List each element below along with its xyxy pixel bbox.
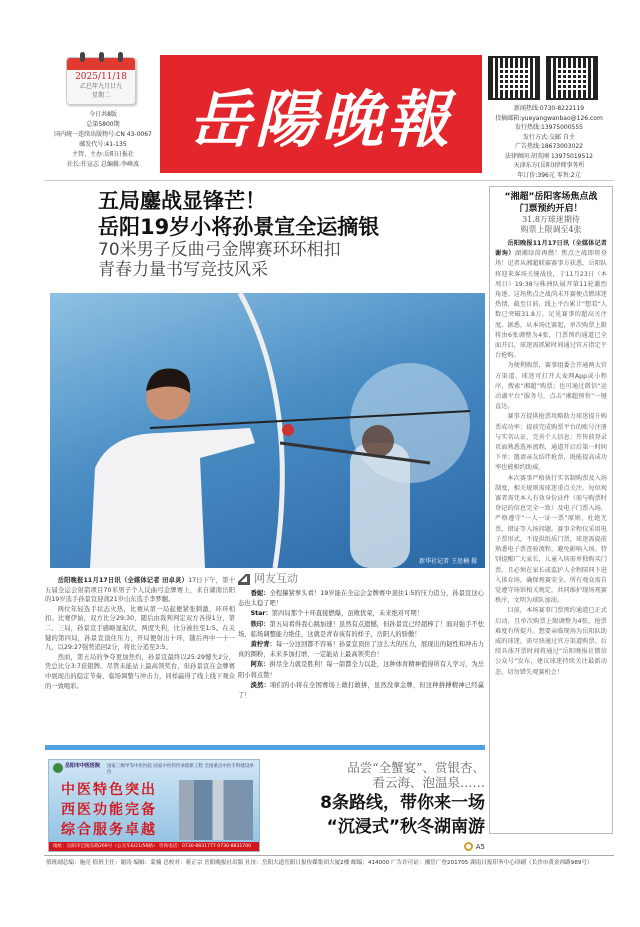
article-paragraph — [495, 239, 607, 361]
comment — [238, 640, 484, 660]
photo-caption: 新华社记者 王思楠 摄 — [419, 558, 477, 565]
info-line: 发行方式:交邮 自主 — [523, 133, 575, 141]
subheadline-line: 青春力量书写竞技风采 — [98, 260, 268, 280]
article-paragraph: 本次赛事严格执行实名制购票及入场制度，相关规则需球迷重点关注。每位观赛者需凭本人有效身份证件（需与购票时登记的信息完全一致）及电子门票入场，严格遵守“一人一证一票”原则，杜绝无票、错证等入场问题。赛事全程仅采用电子票形式，不提供纸质门票，球迷需提前熟悉电子票查验流程，避免影响入场。特别提醒广大家长，儿童入场需单独购买门票，且必须在家长或监护人全程陪同下进入体育场，确保观赛安全。所有观众需自觉遵守场馆相关规定，共同维护现场观赛秩序，文明为球队加油。 — [495, 474, 607, 605]
dateline: 岳阳晚报11月17日讯（全媒体记者 田卓灵） — [57, 577, 189, 584]
comment — [238, 609, 484, 619]
sidebar-subtitle: 购票上限调至4张 — [520, 225, 582, 234]
info-line: 投稿邮箱:yueyangwanbao@126.com — [495, 114, 603, 122]
page-footer: 值班副总编：施亮 值班主任：谢涛 编辑：蒙楠 总校对：蒋正宗 岳阳晚报社出版 社址：岳阳大道岳阳日报传媒集团大厦2楼 邮编：414000 广告许可证：湘岳广登201705 湖南日报印务中心印刷（长沙市黄金西路989号） — [46, 860, 593, 866]
ad-footer: 地址：岳阳市巴陵东路269号（公交车6/21/56路） 咨询电话：0730-8831777 0730-8831700 — [49, 842, 259, 851]
qr-code-icon — [488, 56, 540, 100]
hospital-name: 岳阳市中医医院 — [65, 763, 101, 769]
hospital-advertisement — [48, 759, 260, 852]
section-title-text: 网友互动 — [254, 572, 298, 586]
paragraph-text: 湖湘绿茵再燃！焦点之战即将登场！记者从湘超联赛赛事方获悉，岳阳队将迎来客场关键战役，于11月23日（本周日）19:38与株洲队展开第11轮激烈角逐。这场焦点之战尚未开赛便点燃球迷热情，截至目前，线上平台累计“想看”人数已突破31.8万，足见赛事的超高关注度。据悉，从本场比赛起，单次购票上限将由6张调整为4张，门票预约通道已全面开启，球迷需抓紧时间通过官方指定平台抢购。 — [495, 250, 608, 360]
article-paragraph: 为便利购票，赛事组委会开通两大官方渠道，球迷可打开大麦网App或小程序，搜索“湘超”购票；也可通过微信“运动湖平台”服务号，点击“湘超预售”一键直达。 — [495, 362, 607, 411]
promo-headline: “沉浸式”秋冬湖南游 — [326, 817, 485, 837]
qr-codes — [488, 56, 608, 100]
info-line: 总第5800期 — [86, 121, 120, 128]
dateline: 岳阳晚报11月17日讯（全媒体记者 谢询） — [495, 240, 607, 258]
main-headline — [98, 188, 478, 280]
commenter: 香妮： — [250, 590, 270, 597]
info-line: 广告热线:18673003022 — [514, 143, 583, 150]
calendar-ring-icon — [80, 52, 85, 62]
comment — [238, 660, 484, 680]
commenter: 阿东： — [250, 661, 270, 669]
headline-line: 五局鏖战显锋芒！ — [98, 189, 266, 213]
ad-line: 综合服务卓越 — [61, 822, 157, 838]
divider — [44, 855, 614, 856]
headline-line: 岳阳19岁小将孙景宣全运摘银 — [98, 215, 380, 239]
ad-line: 中医特色突出 — [61, 782, 157, 798]
comment — [238, 589, 484, 609]
calendar-ring-icon — [99, 52, 104, 62]
archery-photo — [50, 293, 485, 568]
info-line: 国内统一连续出版物号:CN 43-0067 — [54, 131, 152, 138]
info-line: 发行热线:13975000555 — [514, 124, 583, 131]
info-line: 社长:任宣志 总编辑:李峰波 — [67, 161, 139, 168]
archer-illustration — [50, 293, 485, 568]
comment-text: 第五局看得我心跳加速！虽然有点遗憾，但孙景宣已经超棒了！面对强手不怯场，临场调整能力绝佳，这就是青春该有的样子，岳阳人的骄傲！ — [238, 620, 485, 638]
building-image — [179, 780, 253, 840]
ad-slogan: 国家三级甲等中医医院 国家中医药传承创新工程 全国重点中医专科建设单位 — [107, 764, 254, 775]
info-line: 法律顾问:胡英刚 13975019512 — [505, 152, 593, 160]
calendar-ring-icon — [118, 52, 123, 62]
lead-article — [45, 576, 235, 691]
masthead-logo: 岳陽晚報 — [188, 82, 453, 156]
ad-lines — [61, 780, 157, 840]
publication-info — [44, 110, 162, 170]
lunar-date: 乙巳年九月廿九 — [79, 83, 122, 90]
arrow-icon — [238, 574, 250, 585]
article-paragraph: 目前，本场赛事门票预约通道已正式启动，且单次购票上限调整为4张，抢票难度有所提升。想要亲临现场为岳阳队助威的球迷，需尽快通过官方渠道购票。后续具体开票时间将通过“岳阳晚报社微信公众号”发布，建议球迷持续关注最新动态，切勿错失观赛机会！ — [495, 607, 607, 676]
promo-headline: 8条路线，带你来一场 — [320, 793, 485, 813]
comment-text: 咱们的小将在全国赛场上敢打敢拼，虽然没拿金牌，但这种拼搏精神已经赢了！ — [238, 681, 485, 700]
article-paragraph: 然而，第五局的争夺更加焦灼，孙景宣最终以25:29憾失2分，凭总比分3:7获银牌。尽管未能站上最高领奖台，但孙景宣在金牌赛中展现出的稳定节奏、临场调整与冲击力，同样赢得了线上线下观众的一致喝彩。 — [45, 653, 235, 690]
commenter: Star： — [250, 610, 272, 618]
page-number: A5 — [475, 842, 485, 851]
comment — [238, 681, 484, 701]
page-reference — [280, 842, 485, 851]
sidebar-title: 门票预约开启！ — [519, 204, 583, 214]
comment-text: 拼尽全力就是胜利！每一箭都全力以赴，这种体育精神值得所有人学习，为岳阳小将点赞！ — [238, 661, 485, 679]
commenter: 黄柠青： — [250, 641, 276, 649]
info-line: 天津东方(岳阳)律师事务所 — [513, 162, 585, 169]
divider-bar — [45, 745, 485, 750]
section-title — [238, 574, 484, 585]
travel-promo[interactable] — [280, 760, 485, 851]
article-paragraph: 赛事方提供抢票攻略助力球迷提升购票成功率：提前完成购票平台的账号注册与实名认证，完善个人信息；开售前登录页面熟悉选座流程，通道开启后第一时间下单；邀请亲友结伴抢票，既能提高成功率也能相约助威。 — [495, 413, 607, 472]
contact-info — [486, 104, 612, 180]
subheadline-line: 70米男子反曲弓金牌赛环环相扣 — [98, 240, 341, 260]
divider — [44, 180, 614, 181]
paragraph-text: 17日下午，第十五届全运会射箭项目70米男子个人反曲弓金牌赛上，来自湖南岳阳的19岁选手孙景宣迎战21岁山东选手李梦翻。 — [45, 577, 236, 604]
commenter: 铁印： — [250, 620, 270, 628]
info-line: 邮发代号:41-135 — [79, 141, 127, 148]
netizen-section — [238, 574, 484, 701]
promo-teaser: 品尝“全蟹宴”、赏银杏、 — [347, 760, 485, 775]
comment — [238, 620, 484, 640]
weekday: 星期二 — [91, 92, 110, 99]
comment-text: 每一分这回都不容易！孙景宣顶住了这么大的压力，展现出的韧性和冲击力真的圈粉，未来多加打磨，一定能站上最高领奖台！ — [238, 641, 484, 659]
circle-icon — [464, 842, 473, 851]
info-line: 主管、主办:岳阳日报社 — [71, 151, 135, 158]
article-paragraph: 两位年轻选手状态火热，比赛从第一局起便紧张刺激，环环相扣。比赛伊始，双方比分29:30，随后由裁判判定双方各得1分，第二、三局，孙景宣手感略显起伏，两度失利，比分被拉至1:5。在关键的第四局，孙景宣顶住压力，开局便射出十环，随后再中一十一九，以29:27强势追回2分，将比分追至3:5。 — [45, 605, 235, 652]
masthead — [160, 55, 482, 173]
calendar-widget — [66, 57, 136, 105]
commenter: 淡然： — [250, 681, 271, 689]
info-line: 新闻热线:0730-8222119 — [513, 105, 585, 112]
comment-text: 第四局那个十环直接燃爆，虽败犹荣，未来绝对可期！ — [271, 610, 423, 618]
article-paragraph — [45, 576, 235, 605]
issue-date: 2025/11/18 — [75, 72, 127, 82]
sidebar-subtitle: 31.8万球迷期待 — [522, 215, 580, 224]
info-line: 今日共8版 — [89, 111, 117, 118]
comment-text: 全程攥紧拳头看！19岁能在全运会金牌赛中顶住1:5的压力追分，孙景宣这心态也太稳了吧！ — [238, 590, 485, 608]
promo-teaser: 看云海、泡温泉…… — [372, 775, 485, 790]
ad-line: 西医功能完备 — [61, 802, 157, 818]
info-line: 年订价:396元 零售:2元 — [517, 171, 581, 179]
sidebar-article — [489, 186, 613, 834]
hospital-logo-icon — [53, 763, 63, 773]
qr-code-icon — [546, 56, 598, 100]
sidebar-title: “湘超”岳阳客场焦点战 — [504, 192, 598, 202]
